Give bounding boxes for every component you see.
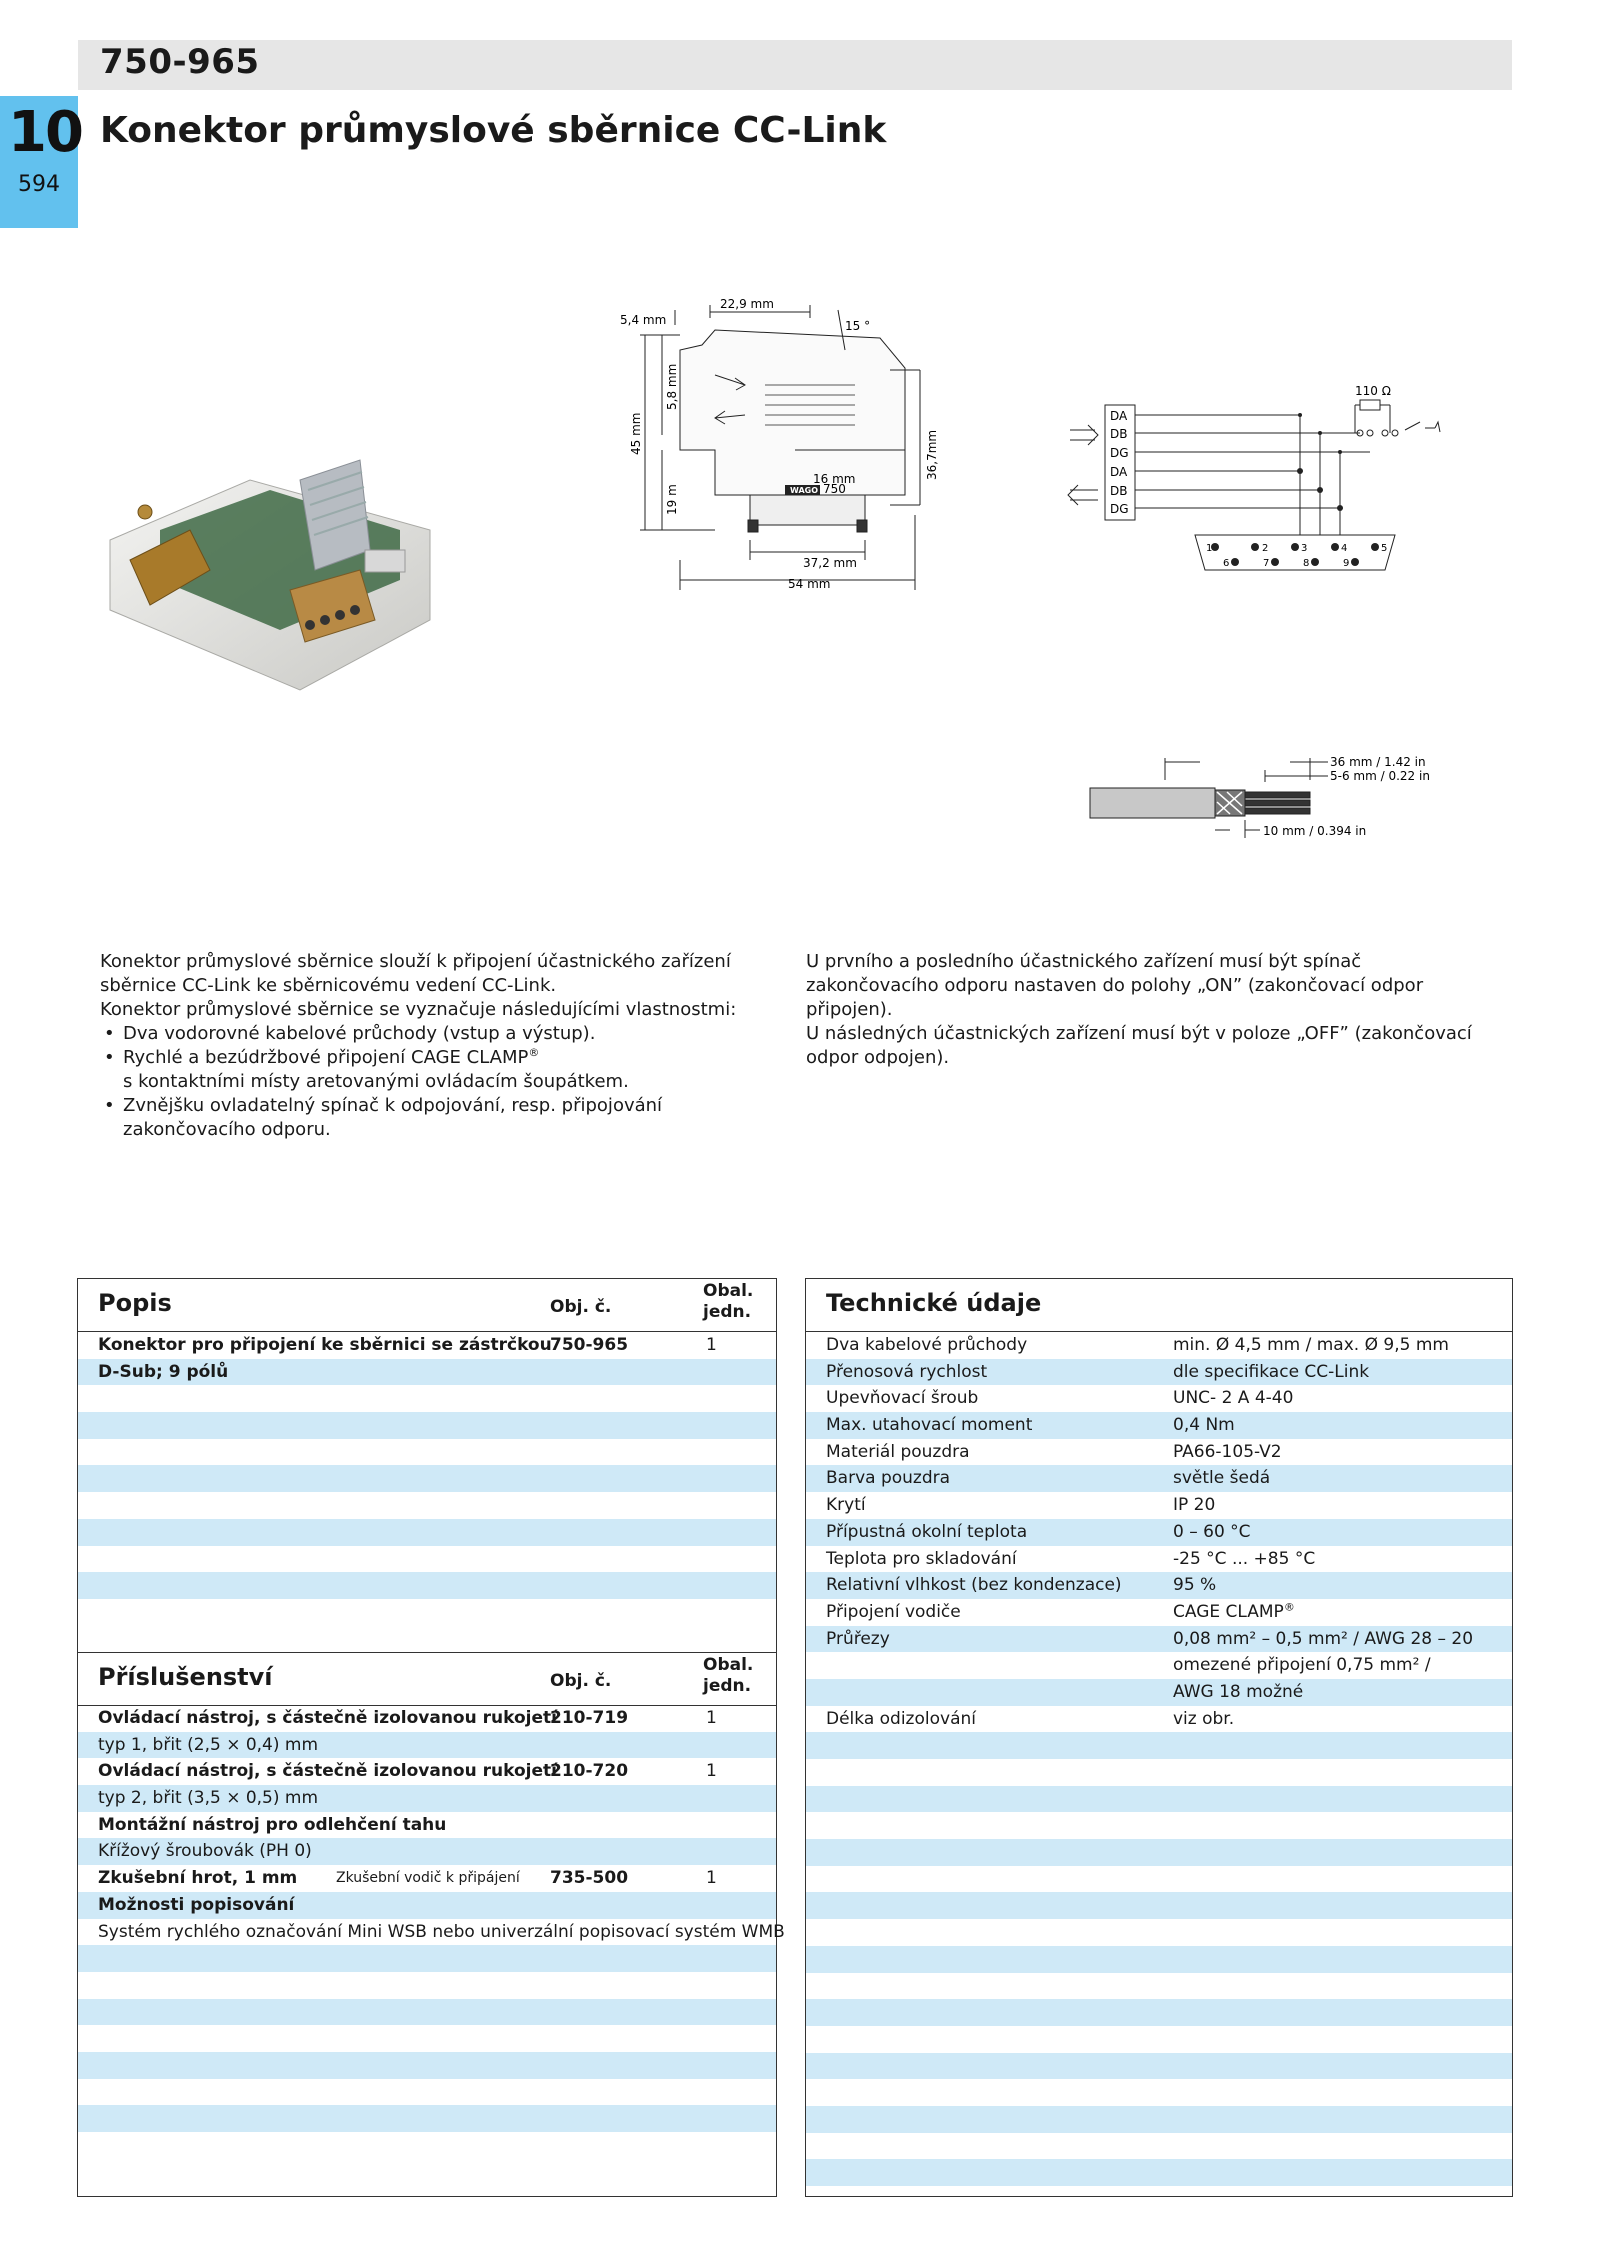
- table-row: [806, 1973, 1512, 2000]
- pin-4: 4: [1341, 543, 1348, 554]
- pin-1: 1: [1206, 543, 1213, 554]
- pin-5: 5: [1381, 543, 1388, 554]
- table-row: Montážní nástroj pro odlehčení tahu: [98, 1814, 447, 1835]
- table-row: [806, 1839, 1512, 1866]
- table-row: [806, 1732, 1512, 1759]
- table-row: Krytí IP 20: [826, 1495, 1216, 1516]
- pin-7: 7: [1263, 558, 1270, 569]
- part-number: 750-965: [100, 42, 260, 82]
- table-row: [78, 1492, 776, 1519]
- table-row: [78, 2079, 776, 2106]
- tech-data-rows: [806, 1332, 1512, 2186]
- order-table-title: Popis: [98, 1289, 172, 1317]
- pack-unit-header: Obal. jedn.: [703, 1655, 754, 1696]
- feature-item: • Dva vodorovné kabelové průchody (vstup a výstup).: [100, 1022, 790, 1046]
- table-row: Délka odizolování viz obr.: [826, 1708, 1235, 1729]
- table-row: [806, 2133, 1512, 2160]
- pin-6: 6: [1223, 558, 1230, 569]
- table-row: Materiál pouzdra PA66-105-V2: [826, 1441, 1282, 1462]
- accessories-title: Příslušenství: [98, 1663, 273, 1691]
- table-row: AWG 18 možné: [806, 1679, 1512, 1706]
- dim-372: 37,2 mm: [803, 556, 857, 570]
- table-row: Systém rychlého označování Mini WSB nebo univerzální popisovací systém WMB: [98, 1921, 785, 1942]
- table-row: [78, 1412, 776, 1439]
- description-right: [806, 950, 1496, 1070]
- order-number-header: Obj. č.: [550, 1297, 612, 1317]
- description-features-intro: Konektor průmyslové sběrnice se vyznačuje následujícími vlastnostmi:: [100, 999, 737, 1020]
- signal-dg-out: DG: [1110, 502, 1129, 516]
- dim-15deg: 15 °: [845, 319, 871, 333]
- table-row: Relativní vlhkost (bez kondenzace) 95 %: [806, 1572, 1512, 1599]
- pin-8: 8: [1303, 558, 1310, 569]
- table-row: Průřezy 0,08 mm² – 0,5 mm² / AWG 28 – 20: [806, 1626, 1512, 1653]
- table-row: [78, 1439, 776, 1466]
- signal-db-in: DB: [1110, 427, 1128, 441]
- table-row: typ 2, břit (3,5 × 0,5) mm: [78, 1785, 776, 1812]
- strip-dim-56: 5-6 mm / 0.22 in: [1330, 769, 1430, 783]
- page-number: 594: [18, 172, 60, 197]
- table-row: [78, 2105, 776, 2132]
- table-row: [78, 1999, 776, 2026]
- table-row: [78, 1519, 776, 1546]
- table-row: [806, 1812, 1512, 1839]
- table-row: [806, 2079, 1512, 2106]
- pin-3: 3: [1301, 543, 1308, 554]
- signal-db-out: DB: [1110, 484, 1128, 498]
- table-row: Přípustná okolní teplota 0 – 60 °C: [806, 1519, 1512, 1546]
- dim-367: 36,7mm: [925, 429, 939, 480]
- table-row: Možnosti popisování: [78, 1892, 776, 1919]
- table-row: [78, 2025, 776, 2052]
- table-row: [806, 2053, 1512, 2080]
- dim-54-total: 54 mm: [788, 577, 831, 591]
- feature-item: • Rychlé a bezúdržbové připojení CAGE CLAMP® s kontaktními místy aretovanými ovládacím šoupátkem.: [100, 1046, 790, 1094]
- strip-dim-36: 36 mm / 1.42 in: [1330, 755, 1426, 769]
- dim-54: 5,4 mm: [620, 313, 667, 327]
- table-row: Max. utahovací moment 0,4 Nm: [806, 1412, 1512, 1439]
- dimension-drawing: [620, 290, 950, 610]
- table-row: [78, 1945, 776, 1972]
- table-row: Barva pouzdra světle šedá: [806, 1465, 1512, 1492]
- strip-dim-10: 10 mm / 0.394 in: [1263, 824, 1367, 838]
- table-row: D-Sub; 9 pólů: [78, 1359, 776, 1386]
- model-label: 750: [823, 482, 846, 496]
- table-row: [78, 1972, 776, 1999]
- table-row: [78, 2132, 776, 2159]
- pack-unit-header: Obal. jedn.: [703, 1281, 754, 1322]
- table-row: Ovládací nástroj, s částečně izolovanou rukojetí 210-719 1: [98, 1708, 717, 1728]
- table-row: Upevňovací šroub UNC- 2 A 4-40: [826, 1388, 1294, 1409]
- table-row: [806, 1759, 1512, 1786]
- chapter-number: 10: [8, 100, 82, 165]
- table-row: [78, 1465, 776, 1492]
- table-row: [806, 1919, 1512, 1946]
- table-row: Ovládací nástroj, s částečně izolovanou rukojetí 210-720 1: [98, 1761, 717, 1782]
- tech-data-table: [805, 1278, 1513, 2197]
- dim-58: 5,8 mm: [665, 363, 679, 410]
- table-row: Přenosová rychlost dle specifikace CC-Link: [806, 1359, 1512, 1386]
- termination-note-first: U prvního a posledního účastnického zařízení musí být spínač zakončovacího odporu nastaven do polohy „ON” (zakončovací odpor připojen).: [806, 951, 1424, 1020]
- table-row: typ 1, břit (2,5 × 0,4) mm: [78, 1732, 776, 1759]
- dim-45: 45 mm: [629, 412, 643, 455]
- table-row: Teplota pro skladování -25 °C ... +85 °C: [826, 1548, 1316, 1569]
- termination-note-following: U následných účastnických zařízení musí být v poloze „OFF” (zakončovací odpor odpojen).: [806, 1023, 1472, 1068]
- table-row: [78, 1385, 776, 1412]
- wiring-schematic: [1050, 370, 1470, 590]
- order-table-header: [78, 1279, 776, 1332]
- pin-9: 9: [1343, 558, 1350, 569]
- table-row: [806, 2159, 1512, 2186]
- order-number-header: Obj. č.: [550, 1671, 612, 1691]
- table-row: Zkušební hrot, 1 mm Zkušební vodič k připájení 735-500 1: [98, 1868, 717, 1889]
- description-left: [100, 950, 790, 1142]
- dim-16: 16 mm: [813, 472, 856, 486]
- accessories-header: [78, 1652, 776, 1706]
- strip-length-drawing: [1080, 740, 1480, 850]
- table-row: [806, 1866, 1512, 1893]
- signal-da-out: DA: [1110, 465, 1128, 479]
- dim-19: 19 m: [665, 484, 679, 515]
- table-row: Dva kabelové průchody min. Ø 4,5 mm / max. Ø 9,5 mm: [826, 1335, 1449, 1355]
- tech-data-header: [806, 1279, 1512, 1332]
- table-row: [806, 2026, 1512, 2053]
- table-row: Konektor pro připojení ke sběrnici se zástrčkou 750-965 1: [98, 1335, 717, 1355]
- table-row: [806, 2106, 1512, 2133]
- signal-dg-in: DG: [1110, 446, 1129, 460]
- table-row: [806, 1786, 1512, 1813]
- product-photo: [100, 420, 500, 700]
- table-row: omezené připojení 0,75 mm² /: [1173, 1655, 1431, 1676]
- wago-logo: WAGO: [790, 486, 819, 495]
- dim-229: 22,9 mm: [720, 297, 774, 311]
- table-row: [78, 1546, 776, 1573]
- table-row: Připojení vodiče CAGE CLAMP®: [826, 1600, 1295, 1622]
- table-row: [806, 1892, 1512, 1919]
- order-rows: [78, 1332, 776, 1599]
- resistor-label: 110 Ω: [1355, 384, 1391, 398]
- pin-2: 2: [1262, 543, 1269, 554]
- tech-data-title: Technické údaje: [826, 1289, 1042, 1317]
- table-row: [78, 2052, 776, 2079]
- feature-item: • Zvnějšku ovladatelný spínač k odpojování, resp. připojování zakončovacího odporu.: [100, 1094, 790, 1142]
- table-row: [78, 1572, 776, 1599]
- description-intro: Konektor průmyslové sběrnice slouží k připojení účastnického zařízení sběrnice CC-Link ke sběrnicovému vedení CC-Link.: [100, 951, 731, 996]
- table-row: [806, 1999, 1512, 2026]
- feature-list: [100, 1022, 790, 1142]
- accessory-rows: [78, 1705, 785, 2159]
- header-bar: [78, 40, 1512, 90]
- table-row: [806, 1946, 1512, 1973]
- signal-da-in: DA: [1110, 409, 1128, 423]
- order-table: [77, 1278, 785, 2197]
- page-title: Konektor průmyslové sběrnice CC-Link: [100, 110, 887, 151]
- table-row: Křížový šroubovák (PH 0): [78, 1838, 776, 1865]
